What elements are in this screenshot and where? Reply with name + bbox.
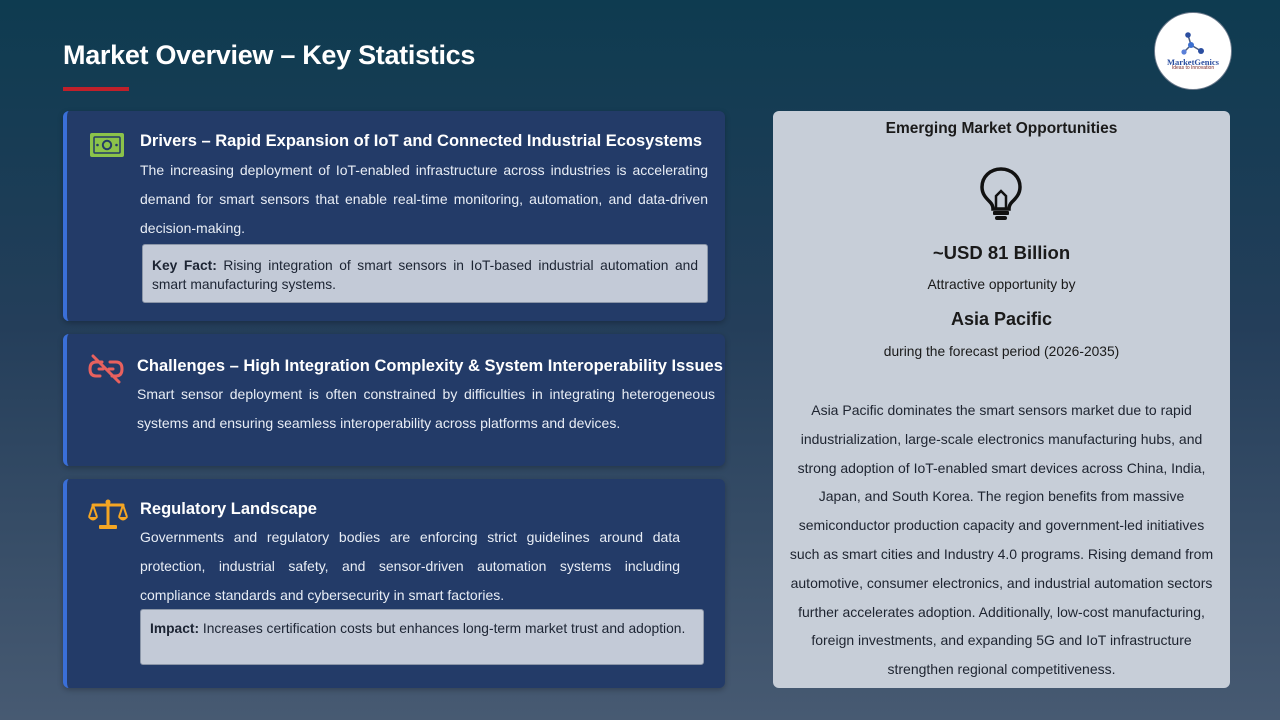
regulatory-body: Governments and regulatory bodies are enforcing strict guidelines around data protection, industrial safety, and sensor-driven automation systems including compliance standards and cybersecurity in smart factories. [140,529,680,603]
molecule-logo-icon [1179,31,1207,57]
key-fact-label: Key Fact: [152,258,217,273]
challenges-body: Smart sensor deployment is often constrained by difficulties in integrating heterogeneous systems and ensuring seamless interoperability across platforms and devices. [137,386,715,431]
scales-icon [88,498,128,530]
logo-tagline: Ideas to Innovation [1171,65,1215,71]
impact-text: Increases certification costs but enhances long-term market trust and adoption. [199,621,686,636]
regulatory-title: Regulatory Landscape [140,500,317,518]
forecast-period: during the forecast period (2026-2035) [883,344,1120,359]
money-icon [89,132,125,158]
broken-link-icon [87,354,125,384]
opportunity-region: Asia Pacific [950,309,1053,329]
lightbulb-icon [978,166,1024,222]
key-fact-box [142,244,708,303]
challenges-title: Challenges – High Integration Complexity & System Interoperability Issues [137,357,723,375]
opportunity-subtitle: Attractive opportunity by [927,277,1076,292]
page-title: Market Overview – Key Statistics [63,40,476,70]
key-fact-text: Rising integration of smart sensors in IoT-based industrial automation and smart manufacturing systems. [152,258,698,292]
title-underline [63,87,129,91]
drivers-card [63,111,725,321]
opportunities-panel [773,111,1230,688]
company-logo [1154,12,1232,90]
drivers-body: The increasing deployment of IoT-enabled infrastructure across industries is accelerating demand for smart sensors that enable real-time monitoring, automation, and data-driven decision-making. [140,162,708,236]
impact-label: Impact: [150,621,200,636]
impact-box [140,609,704,665]
drivers-title: Drivers – Rapid Expansion of IoT and Connected Industrial Ecosystems [140,132,703,150]
challenges-card [63,334,725,466]
logo-name: MarketGenics [1167,56,1219,67]
regulatory-card [63,479,725,688]
opportunity-description: Asia Pacific dominates the smart sensors market due to rapid industrialization, large-scale electronics manufacturing hubs, and strong adoption of IoT-enabled smart devices across China, India, Japan, and South Korea. The region benefits from massive semiconductor production capacity and government-led initiatives such as smart cities and Industry 4.0 programs. Rising demand from automotive, consumer electronics, and industrial automation sectors further accelerates adoption. Additionally, low-cost manufacturing, foreign investments, and expanding 5G and IoT infrastructure strengthen regional competitiveness. [789,402,1214,678]
opportunity-value: ~USD 81 Billion [932,242,1071,263]
opportunities-title: Emerging Market Opportunities [885,120,1118,137]
